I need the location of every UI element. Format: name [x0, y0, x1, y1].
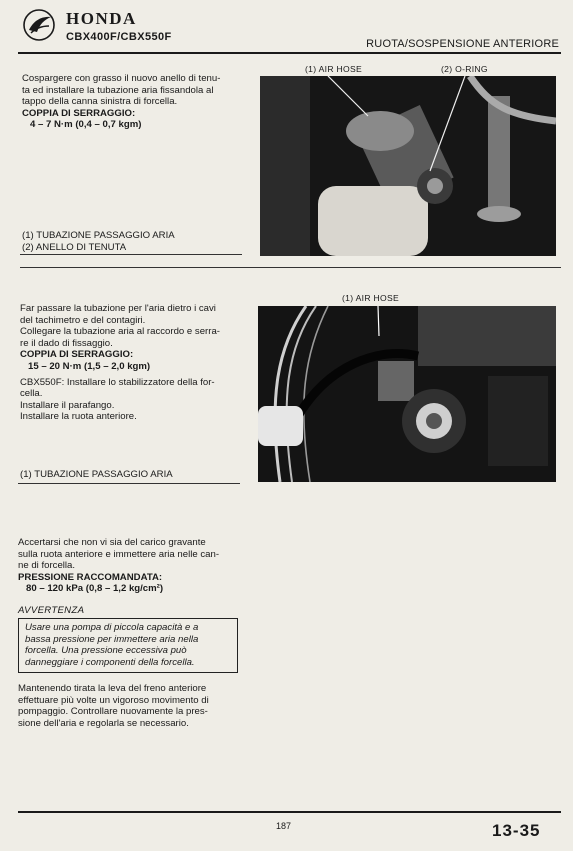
step3-line: Accertarsi che non vi sia del carico gravante — [18, 537, 206, 548]
footer-rule — [18, 811, 561, 813]
step1-caption-rule — [20, 254, 242, 255]
step1-torque-value: 4 – 7 N·m (0,4 – 0,7 kgm) — [30, 119, 142, 131]
step3-line: sione dell'aria e regolarla se necessario. — [18, 717, 189, 729]
step1-line: Cospargere con grasso il nuovo anello di tenu- — [22, 73, 221, 84]
warning-line: danneggiare i componenti della forcella. — [25, 656, 195, 668]
step3-text-2 — [18, 683, 254, 729]
warning-line: forcella. Una pressione eccessiva può — [25, 645, 187, 657]
model-name: CBX400F/CBX550F — [66, 31, 172, 43]
step1-caption: (1) TUBAZIONE PASSAGGIO ARIA — [22, 230, 175, 241]
step3-pressure-label: PRESSIONE RACCOMANDATA: — [18, 571, 163, 583]
step2-line: del tachimetro e del contagiri. — [20, 314, 146, 326]
step3-text — [18, 537, 254, 595]
step1-line: ta ed installare la tubazione aria fissandola al — [22, 84, 214, 96]
step2-line: Far passare la tubazione per l'aria dietro i cavi — [20, 303, 216, 314]
step3-line: Mantenendo tirata la leva del freno anteriore — [18, 683, 207, 694]
warning-line: Usare una pompa di piccola capacità e a — [25, 622, 199, 633]
step2-line: re il dado di fissaggio. — [20, 337, 113, 349]
warning-box — [18, 618, 238, 673]
step3-line: pompaggio. Controllare nuovamente la pres- — [18, 706, 208, 718]
step1-text — [22, 73, 254, 131]
page-number: 13-35 — [492, 821, 541, 840]
photo-air-hose-routing — [258, 306, 556, 482]
step2-torque-value: 15 – 20 N·m (1,5 – 2,0 kgm) — [28, 360, 151, 372]
step2-line: CBX550F: Installare lo stabilizzatore della for- — [20, 376, 215, 388]
print-page: 187 — [276, 821, 292, 831]
step1-torque-label: COPPIA DI SERRAGGIO: — [22, 107, 136, 119]
step3-pressure-value: 80 – 120 kPa (0,8 – 1,2 kg/cm²) — [26, 583, 164, 595]
honda-wing-logo — [20, 8, 60, 42]
brand-name: HONDA — [66, 9, 137, 28]
section-title: RUOTA/SOSPENSIONE ANTERIORE — [366, 38, 559, 50]
step2-line: Installare la ruota anteriore. — [20, 411, 137, 423]
step1-captions — [22, 230, 242, 253]
step3-line: effettuare più volte un vigoroso movimento di — [18, 694, 209, 706]
photo-air-hose-o-ring — [260, 76, 556, 256]
warning-label: AVVERTENZA — [18, 605, 85, 616]
step1-line: tappo della canna sinistra di forcella. — [22, 96, 178, 108]
header-rule — [18, 52, 561, 54]
step3-line: sulla ruota anteriore e immettere aria nelle can- — [18, 548, 220, 560]
section-divider — [20, 267, 561, 268]
step2-torque-label: COPPIA DI SERRAGGIO: — [20, 349, 134, 361]
step2-text — [20, 303, 254, 423]
step1-caption: (2) ANELLO DI TENUTA — [22, 241, 127, 253]
step2-line: cella. — [20, 388, 43, 400]
step2-caption-rule — [18, 483, 240, 484]
step3-line: ne di forcella. — [18, 560, 76, 572]
warning-line: bassa pressione per immettere aria nella — [25, 633, 199, 645]
step2-line: Installare il parafango. — [20, 399, 115, 411]
photo2-label-air-hose: (1) AIR HOSE — [342, 293, 400, 303]
photo1-label-o-ring: (2) O-RING — [441, 64, 488, 74]
step2-caption: (1) TUBAZIONE PASSAGGIO ARIA — [20, 469, 173, 480]
photo1-label-air-hose: (1) AIR HOSE — [305, 64, 363, 74]
step2-line: Collegare la tubazione aria al raccordo e serra- — [20, 326, 220, 338]
